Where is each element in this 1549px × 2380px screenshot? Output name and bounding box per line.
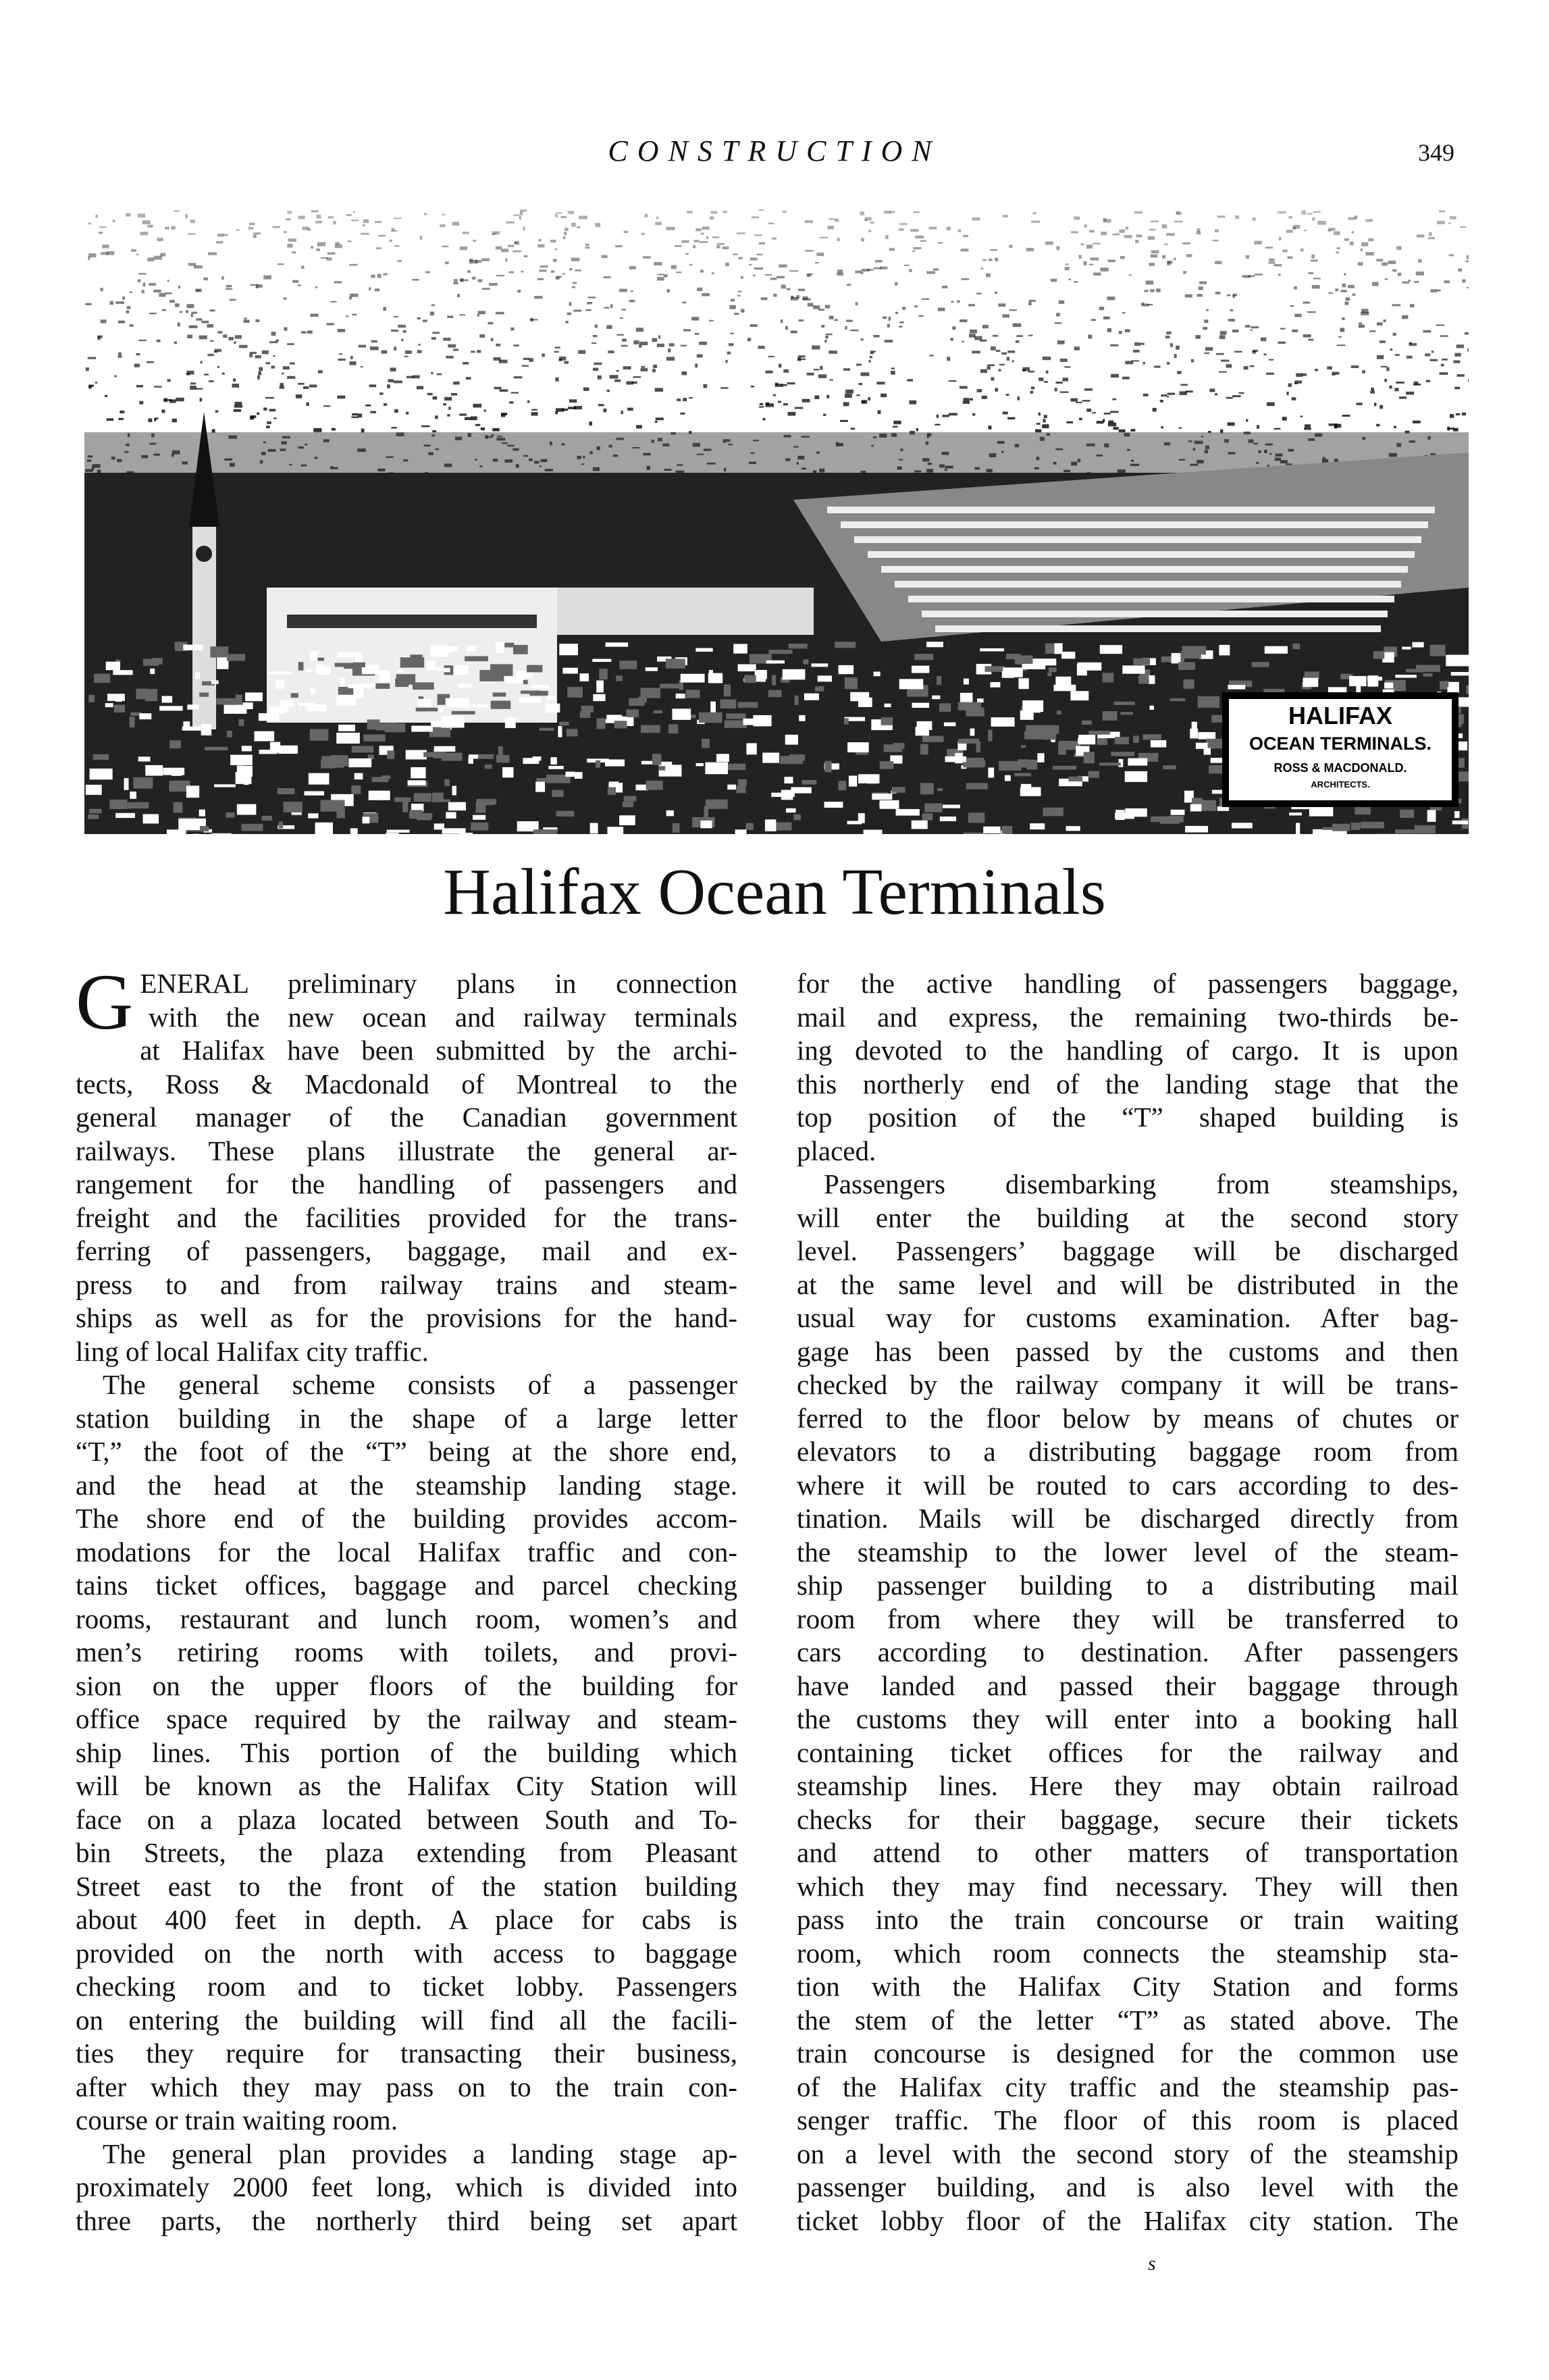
text-line: have landed and passed their baggage through — [797, 1670, 1459, 1701]
text-line: Passengers disembarking from steamships, — [824, 1168, 1459, 1199]
text-line: station building in the shape of a large letter — [76, 1402, 737, 1434]
running-title: CONSTRUCTION — [608, 134, 941, 167]
text-line: room, which room connects the steamship sta- — [797, 1937, 1459, 1969]
text-line: ling of local Halifax city traffic. — [76, 1335, 429, 1367]
text-line: ferred to the floor below by means of chutes or — [797, 1402, 1459, 1434]
caption-line-2: OCEAN TERMINALS. — [1249, 733, 1432, 754]
text-line: pass into the train concourse or train waiting — [797, 1904, 1459, 1935]
text-line: gage has been passed by the customs and then — [797, 1335, 1459, 1367]
text-line: provided on the north with access to baggage — [76, 1937, 737, 1969]
text-line: and attend to other matters of transportation — [797, 1837, 1459, 1868]
text-line: sion on the upper floors of the building for — [76, 1670, 737, 1701]
text-line: rooms, restaurant and lunch room, women’s and — [76, 1603, 737, 1634]
text-line: for the active handling of passengers baggage, — [797, 968, 1459, 999]
text-line: the customs they will enter into a booking hall — [797, 1703, 1459, 1734]
text-line: with the new ocean and railway terminals — [149, 1001, 737, 1033]
page-number: 349 — [1418, 139, 1454, 166]
text-line: The shore end of the building provides accom- — [76, 1503, 737, 1534]
paragraph — [797, 1168, 1459, 2237]
text-line: modations for the local Halifax traffic and con- — [76, 1536, 737, 1568]
text-line: checked by the railway company it will be trans- — [797, 1369, 1459, 1400]
paragraph — [76, 1368, 737, 2138]
text-line: press to and from railway trains and steam- — [76, 1268, 737, 1300]
text-line: ing devoted to the handling of cargo. It is upon — [797, 1035, 1459, 1066]
text-line: ship passenger building to a distributing mail — [797, 1570, 1459, 1601]
text-line: ship lines. This portion of the building which — [76, 1736, 737, 1768]
text-line: will be known as the Halifax City Station will — [76, 1770, 737, 1801]
text-line: and the head at the steamship landing stage. — [76, 1469, 737, 1501]
text-line: ticket lobby floor of the Halifax city station. The — [797, 2204, 1459, 2236]
text-line: placed. — [797, 1135, 876, 1166]
text-line: usual way for customs examination. After bag- — [797, 1302, 1459, 1333]
text-line: general manager of the Canadian government — [76, 1102, 737, 1133]
text-line: railways. These plans illustrate the general ar- — [76, 1135, 737, 1166]
text-line: this northerly end of the landing stage that the — [797, 1068, 1459, 1100]
text-line: ships as well as for the provisions for the hand- — [76, 1302, 737, 1333]
text-line: level. Passengers’ baggage will be discharged — [797, 1235, 1459, 1266]
text-line: at the same level and will be distributed in the — [797, 1268, 1459, 1300]
text-line: face on a plaza located between South and To- — [76, 1803, 737, 1835]
text-line: tion with the Halifax City Station and forms — [797, 1971, 1459, 2002]
text-line: on a level with the second story of the steamship — [797, 2138, 1459, 2169]
text-line: containing ticket offices for the railway and — [797, 1736, 1459, 1768]
text-line: bin Streets, the plaza extending from Pleasant — [76, 1837, 737, 1868]
text-line: mail and express, the remaining two-thirds be- — [797, 1001, 1459, 1033]
text-line: elevators to a distributing baggage room from — [797, 1436, 1459, 1467]
text-line: rangement for the handling of passengers and — [76, 1168, 737, 1199]
text-line: freight and the facilities provided for the trans- — [76, 1201, 737, 1233]
paragraph — [76, 958, 737, 1368]
text-line: The general scheme consists of a passenger — [103, 1369, 737, 1400]
halifax-terminals-illustration — [84, 209, 1469, 834]
text-line: course or train waiting room. — [76, 2104, 398, 2136]
text-line: “T,” the foot of the “T” being at the shore end, — [76, 1436, 737, 1467]
text-line: three parts, the northerly third being set apart — [76, 2204, 737, 2236]
left-column — [76, 958, 737, 2237]
text-line: at Halifax have been submitted by the archi- — [140, 1035, 737, 1066]
right-column — [797, 967, 1459, 2237]
footer-mark: s — [1148, 2252, 1156, 2275]
text-line: passenger building, and is also level with the — [797, 2171, 1459, 2202]
text-line: cars according to destination. After passengers — [797, 1636, 1459, 1667]
paragraph — [76, 2138, 737, 2238]
text-line: the stem of the letter “T” as stated above. The — [797, 2004, 1459, 2036]
text-line: about 400 feet in depth. A place for cabs is — [76, 1904, 737, 1935]
text-line: tains ticket offices, baggage and parcel checking — [76, 1570, 737, 1601]
text-line: office space required by the railway and steam- — [76, 1703, 737, 1734]
text-line: room from where they will be transferred to — [797, 1603, 1459, 1634]
caption-line-3: ROSS & MACDONALD. — [1274, 761, 1407, 775]
drop-cap: G — [76, 958, 134, 1046]
text-line: after which they may pass on to the train con- — [76, 2071, 737, 2102]
text-line: checking room and to ticket lobby. Passengers — [76, 1971, 737, 2002]
text-line: ferring of passengers, baggage, mail and ex- — [76, 1235, 737, 1266]
text-line: Street east to the front of the station building — [76, 1870, 737, 1902]
text-line: senger traffic. The floor of this room is placed — [797, 2104, 1459, 2136]
text-line: ties they require for transacting their business, — [76, 2038, 737, 2069]
text-line: men’s retiring rooms with toilets, and provi- — [76, 1636, 737, 1667]
text-line: which they may find necessary. They will then — [797, 1870, 1459, 1902]
text-line: The general plan provides a landing stage ap- — [103, 2138, 737, 2169]
text-line: checks for their baggage, secure their tickets — [797, 1803, 1459, 1835]
text-line: will enter the building at the second story — [797, 1201, 1459, 1233]
text-line: ENERAL preliminary plans in connection — [140, 968, 737, 999]
caption-line-1: HALIFAX — [1288, 702, 1393, 729]
text-line: proximately 2000 feet long, which is divided into — [76, 2171, 737, 2202]
text-line: tination. Mails will be discharged directly from — [797, 1503, 1459, 1534]
article-title: Halifax Ocean Terminals — [443, 856, 1106, 929]
text-line: tects, Ross & Macdonald of Montreal to the — [76, 1068, 737, 1100]
text-line: train concourse is designed for the common use — [797, 2038, 1459, 2069]
text-line: the steamship to the lower level of the steam- — [797, 1536, 1459, 1568]
text-line: where it will be routed to cars according to des- — [797, 1469, 1459, 1501]
paragraph — [797, 967, 1459, 1168]
text-line: top position of the “T” shaped building is — [797, 1102, 1459, 1133]
text-line: on entering the building will find all the facili- — [76, 2004, 737, 2036]
caption-line-4: ARCHITECTS. — [1311, 779, 1370, 790]
text-line: steamship lines. Here they may obtain railroad — [797, 1770, 1459, 1801]
text-line: of the Halifax city traffic and the steamship pas- — [797, 2071, 1459, 2102]
